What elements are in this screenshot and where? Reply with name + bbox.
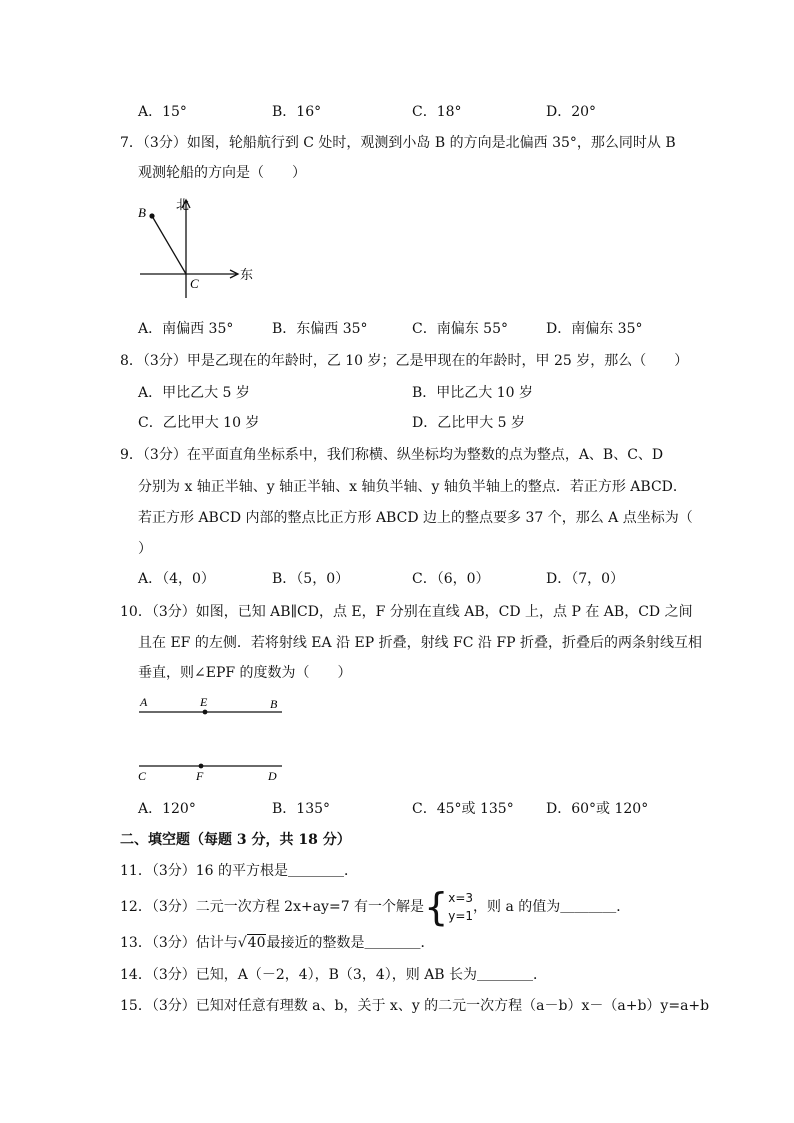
- q7-option-c[interactable]: C．南偏东 55°: [412, 321, 508, 337]
- q9-stem-line1: 9．（3分）在平面直角坐标系中，我们称横、纵坐标均为整数的点为整点，A、B、C、D: [120, 447, 664, 463]
- q7-option-a[interactable]: A．南偏西 35°: [138, 321, 234, 337]
- point-d-label: D: [268, 769, 277, 783]
- q12-eq2: y=1: [448, 909, 474, 923]
- q10-option-c[interactable]: C．45°或 135°: [412, 801, 514, 817]
- q8-option-b[interactable]: B．甲比乙大 10 岁: [412, 385, 534, 401]
- point-c-label: C: [138, 769, 147, 783]
- q8-option-c[interactable]: C．乙比甲大 10 岁: [138, 415, 260, 431]
- q12-brace: {: [424, 885, 449, 929]
- question-11: 11．（3分）16 的平方根是＿＿＿＿．: [120, 863, 358, 879]
- q10-option-d[interactable]: D．60°或 120°: [546, 801, 649, 817]
- question-14: 14．（3分）已知，A（－2，4），B（3，4），则 AB 长为＿＿＿＿．: [120, 967, 548, 983]
- point-b-label: B: [138, 205, 146, 220]
- q12-text-post: ，则 a 的值为＿＿＿＿．: [473, 899, 631, 915]
- q7-option-b[interactable]: B．东偏西 35°: [272, 321, 368, 337]
- q7-stem-line2: 观测轮船的方向是（ ）: [138, 165, 306, 181]
- sqrt-sign: √: [237, 935, 247, 951]
- q8-option-a[interactable]: A．甲比乙大 5 岁: [138, 385, 250, 401]
- north-label: 北: [176, 197, 190, 212]
- q9-option-a[interactable]: A．（4，0）: [138, 571, 215, 587]
- q13-text-pre: 13．（3分）估计与: [120, 935, 238, 951]
- q10-option-b[interactable]: B．135°: [272, 801, 331, 817]
- q6-option-b[interactable]: B．16°: [272, 104, 322, 120]
- point-b-label: B: [270, 697, 278, 711]
- east-label: 东: [240, 267, 254, 282]
- q9-option-c[interactable]: C．（6，0）: [412, 571, 490, 587]
- section-2-heading: 二、填空题（每题 3 分，共 18 分）: [120, 832, 351, 848]
- question-15: 15．（3分）已知对任意有理数 a、b，关于 x、y 的二元一次方程（a－b）x－（a+b）y=a+b: [120, 998, 710, 1014]
- q8-stem: 8．（3分）甲是乙现在的年龄时，乙 10 岁；乙是甲现在的年龄时，甲 25 岁，那么（ ）: [120, 353, 689, 369]
- q6-option-a[interactable]: A．15°: [138, 104, 187, 120]
- q10-stem-line1: 10．（3分）如图，已知 AB∥CD，点 E，F 分别在直线 AB，CD 上，点 P 在 AB，CD 之间: [120, 604, 693, 620]
- q10-option-a[interactable]: A．120°: [138, 801, 196, 817]
- q7-compass-figure: [130, 192, 260, 304]
- point-c-label: C: [190, 276, 199, 291]
- q6-option-c[interactable]: C．18°: [412, 104, 462, 120]
- q9-option-b[interactable]: B．（5，0）: [272, 571, 350, 587]
- q10-stem-line3: 垂直，则∠EPF 的度数为（ ）: [138, 665, 352, 681]
- q9-stem-line2: 分别为 x 轴正半轴、y 轴正半轴、x 轴负半轴、y 轴负半轴上的整点．若正方形 ABCD．: [138, 479, 687, 495]
- q7-option-d[interactable]: D．南偏东 35°: [546, 321, 643, 337]
- q13-text-post: 最接近的整数是＿＿＿＿．: [266, 935, 435, 951]
- q10-parallel-lines-figure: [134, 690, 294, 790]
- question-13: [120, 933, 434, 953]
- q9-stem-line4: ）: [138, 541, 152, 557]
- q9-stem-line3: 若正方形 ABCD 内部的整点比正方形 ABCD 边上的整点要多 37 个，那么 A 点坐标为（: [138, 510, 693, 526]
- q8-option-d[interactable]: D．乙比甲大 5 岁: [412, 415, 526, 431]
- point-a-label: A: [140, 695, 148, 709]
- q13-radicand: 40: [247, 935, 266, 951]
- point-f-label: F: [196, 769, 204, 783]
- q7-stem-line1: 7．（3分）如图，轮船航行到 C 处时，观测到小岛 B 的方向是北偏西 35°，那么同时从 B: [120, 135, 676, 151]
- q6-option-d[interactable]: D．20°: [546, 104, 597, 120]
- q12-system: [448, 889, 473, 925]
- q12-eq1: x=3: [448, 891, 474, 905]
- q9-option-d[interactable]: D．（7，0）: [546, 571, 625, 587]
- point-e-label: E: [200, 695, 208, 709]
- q10-stem-line2: 且在 EF 的左侧．若将射线 EA 沿 EP 折叠，射线 FC 沿 FP 折叠，折叠后的两条射线互相: [138, 635, 702, 651]
- q12-text-pre: 12．（3分）二元一次方程 2x+ay=7 有一个解是: [120, 899, 425, 915]
- question-12: [120, 887, 630, 927]
